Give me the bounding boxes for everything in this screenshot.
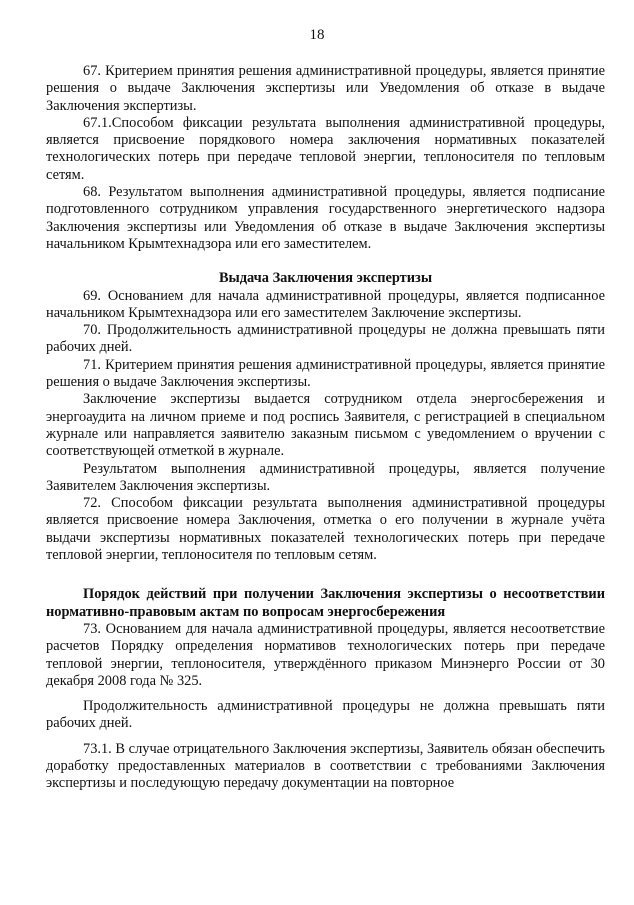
paragraph-68: 68. Результатом выполнения административной процедуры, является подписание подготовленного сотрудником управления государственного энергетического надзора Заключения экспертизы или Уведомления об отказе в выдаче Заключения экспертизы начальником Крымтехнадзора или его заместителем. — [46, 184, 605, 252]
paragraph-70: 70. Продолжительность административной процедуры не должна превышать пяти рабочих дней. — [46, 322, 605, 356]
paragraph-73: 73. Основанием для начала административной процедуры, является несоответствие расчетов Порядку определения нормативов технологических потерь при передаче тепловой энергии, теплоносителя, утверждённого приказом Минэнерго России от 30 декабря 2008 года № 325. — [46, 620, 605, 689]
paragraph-73-1: 73.1. В случае отрицательного Заключения экспертизы, Заявитель обязан обеспечить доработку предоставленных материалов в соответствии с требованиями Заключения экспертизы и последующую передачу документации на повторное — [46, 740, 605, 792]
page-content — [46, 63, 605, 793]
section-heading-issuance: Выдача Заключения экспертизы — [218, 270, 433, 287]
section-heading-nonconformity: Порядок действий при получении Заключения экспертизы о несоответствии нормативно-правовым актам по вопросам энергосбережения — [46, 586, 605, 620]
paragraph-69: 69. Основанием для начала административной процедуры, является подписанное начальником Крымтехнадзора или его заместителем Заключение экспертизы. — [46, 287, 605, 321]
paragraph-67-1: 67.1.Способом фиксации результата выполнения административной процедуры, является присвоение порядкового номера заключения нормативных показателей технологических потерь при передаче тепловой энергии, теплоносителя по тепловым сетям. — [46, 114, 605, 183]
paragraph-71-issuance: Заключение экспертизы выдается сотрудником отдела энергосбережения и энергоаудита на личном приеме и под роспись Заявителя, с регистрацией в специальном журнале или направляется заявителю заказным письмом с уведомлением о вручении с соответствующей отметкой в журнале. — [46, 391, 605, 460]
paragraph-67: 67. Критерием принятия решения административной процедуры, является принятие решения о выдаче Заключения экспертизы или Уведомления об отказе в выдаче Заключения экспертизы. — [46, 63, 605, 114]
paragraph-72: 72. Способом фиксации результата выполнения административной процедуры является присвоение номера Заключения, отметка о его получении в журнале учёта выдачи экспертизы нормативных показателей технологических потерь при передаче тепловой энергии, теплоносителя по тепловым сетям. — [46, 495, 605, 564]
paragraph-73-duration: Продолжительность административной процедуры не должна превышать пяти рабочих дней. — [46, 698, 605, 732]
page-number: 18 — [309, 27, 325, 43]
paragraph-71-result: Результатом выполнения административной процедуры, является получение Заявителем Заключения экспертизы. — [46, 460, 605, 494]
paragraph-71: 71. Критерием принятия решения административной процедуры, является принятие решения о выдаче Заключения экспертизы. — [46, 356, 605, 391]
